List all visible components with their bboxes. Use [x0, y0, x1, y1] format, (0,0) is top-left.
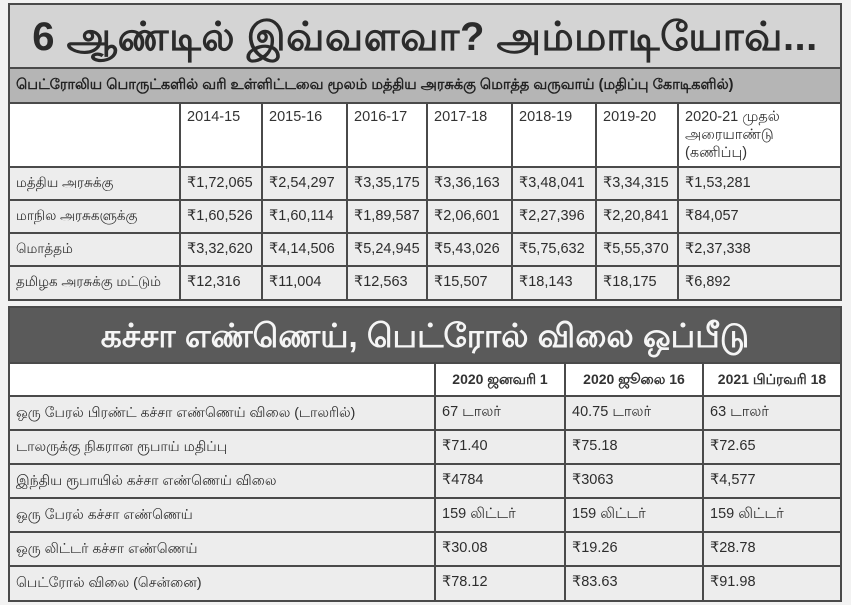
table-cell: ₹12,316 — [180, 266, 262, 299]
row-label: மொத்தம் — [10, 233, 180, 266]
row-label: ஒரு பேரல் கச்சா எண்ணெய் — [10, 498, 435, 532]
column-header: 2015-16 — [262, 104, 347, 167]
table-cell: 40.75 டாலர் — [565, 396, 703, 430]
column-header: 2019-20 — [596, 104, 678, 167]
table-cell: ₹3063 — [565, 464, 703, 498]
table-cell: ₹4,577 — [703, 464, 840, 498]
table-cell: ₹5,43,026 — [427, 233, 512, 266]
table-cell: ₹19.26 — [565, 532, 703, 566]
table-cell: ₹2,27,396 — [512, 200, 596, 233]
table-row — [10, 396, 840, 430]
table-row — [10, 464, 840, 498]
table-cell: ₹12,563 — [347, 266, 427, 299]
table-cell: ₹2,54,297 — [262, 167, 347, 200]
column-header: 2014-15 — [180, 104, 262, 167]
column-header: 2020-21 முதல் அரையாண்டு (கணிப்பு) — [678, 104, 840, 167]
table-cell: ₹1,60,114 — [262, 200, 347, 233]
table-header-row — [10, 364, 840, 396]
table-cell: ₹18,143 — [512, 266, 596, 299]
table-cell: 159 லிட்டர் — [565, 498, 703, 532]
table-cell: ₹15,507 — [427, 266, 512, 299]
table-cell: ₹1,53,281 — [678, 167, 840, 200]
column-header: 2020 ஜூலை 16 — [565, 364, 703, 396]
row-label: மத்திய அரசுக்கு — [10, 167, 180, 200]
table-cell: ₹2,06,601 — [427, 200, 512, 233]
row-label: மாநில அரசுகளுக்கு — [10, 200, 180, 233]
table-cell: ₹28.78 — [703, 532, 840, 566]
row-label: ஒரு லிட்டர் கச்சா எண்ணெய் — [10, 532, 435, 566]
table-cell: ₹2,37,338 — [678, 233, 840, 266]
table-cell: 63 டாலர் — [703, 396, 840, 430]
price-comparison-title: கச்சா எண்ணெய், பெட்ரோல் விலை ஒப்பீடு — [10, 308, 840, 364]
table-row — [10, 532, 840, 566]
column-header — [10, 364, 435, 396]
price-comparison-section — [8, 306, 842, 602]
table-cell: ₹6,892 — [678, 266, 840, 299]
column-header: 2016-17 — [347, 104, 427, 167]
row-label: தமிழக அரசுக்கு மட்டும் — [10, 266, 180, 299]
tax-revenue-title: 6 ஆண்டில் இவ்வளவா? அம்மாடியோவ்... — [10, 5, 840, 69]
table-cell: ₹2,20,841 — [596, 200, 678, 233]
table-row — [10, 498, 840, 532]
tax-revenue-section — [8, 3, 842, 301]
table-cell: ₹3,48,041 — [512, 167, 596, 200]
table-cell: ₹5,24,945 — [347, 233, 427, 266]
table-cell: ₹4784 — [435, 464, 565, 498]
table-cell: ₹11,004 — [262, 266, 347, 299]
tax-revenue-subtitle: பெட்ரோலிய பொருட்களில் வரி உள்ளிட்டவை மூலம் மத்திய அரசுக்கு மொத்த வருவாய் (மதிப்பு கோடிகளில்) — [10, 69, 840, 104]
table-cell: ₹3,35,175 — [347, 167, 427, 200]
column-header — [10, 104, 180, 167]
table-cell: ₹3,36,163 — [427, 167, 512, 200]
table-row — [10, 566, 840, 600]
column-header: 2020 ஜனவரி 1 — [435, 364, 565, 396]
table-cell: ₹3,34,315 — [596, 167, 678, 200]
column-header: 2018-19 — [512, 104, 596, 167]
row-label: ஒரு பேரல் பிரண்ட் கச்சா எண்ணெய் விலை (டாலரில்) — [10, 396, 435, 430]
row-label: இந்திய ரூபாயில் கச்சா எண்ணெய் விலை — [10, 464, 435, 498]
table-cell: ₹1,72,065 — [180, 167, 262, 200]
table-cell: ₹3,32,620 — [180, 233, 262, 266]
table-cell: ₹72.65 — [703, 430, 840, 464]
table-cell: 159 லிட்டர் — [435, 498, 565, 532]
table-cell: ₹5,55,370 — [596, 233, 678, 266]
table-header-row — [10, 104, 840, 167]
table-row — [10, 266, 840, 299]
price-comparison-table — [10, 364, 840, 600]
table-cell: ₹78.12 — [435, 566, 565, 600]
table-cell: ₹5,75,632 — [512, 233, 596, 266]
column-header: 2017-18 — [427, 104, 512, 167]
table-cell: 159 லிட்டர் — [703, 498, 840, 532]
table-cell: ₹30.08 — [435, 532, 565, 566]
table-cell: ₹4,14,506 — [262, 233, 347, 266]
table-cell: ₹1,89,587 — [347, 200, 427, 233]
table-cell: ₹83.63 — [565, 566, 703, 600]
table-cell: ₹71.40 — [435, 430, 565, 464]
table-row — [10, 167, 840, 200]
table-cell: ₹1,60,526 — [180, 200, 262, 233]
table-cell: ₹75.18 — [565, 430, 703, 464]
table-row — [10, 430, 840, 464]
column-header: 2021 பிப்ரவரி 18 — [703, 364, 840, 396]
table-row — [10, 200, 840, 233]
table-row — [10, 233, 840, 266]
table-cell: 67 டாலர் — [435, 396, 565, 430]
table-cell: ₹18,175 — [596, 266, 678, 299]
table-cell: ₹84,057 — [678, 200, 840, 233]
tax-revenue-table — [10, 104, 840, 299]
row-label: பெட்ரோல் விலை (சென்னை) — [10, 566, 435, 600]
table-cell: ₹91.98 — [703, 566, 840, 600]
row-label: டாலருக்கு நிகரான ரூபாய் மதிப்பு — [10, 430, 435, 464]
